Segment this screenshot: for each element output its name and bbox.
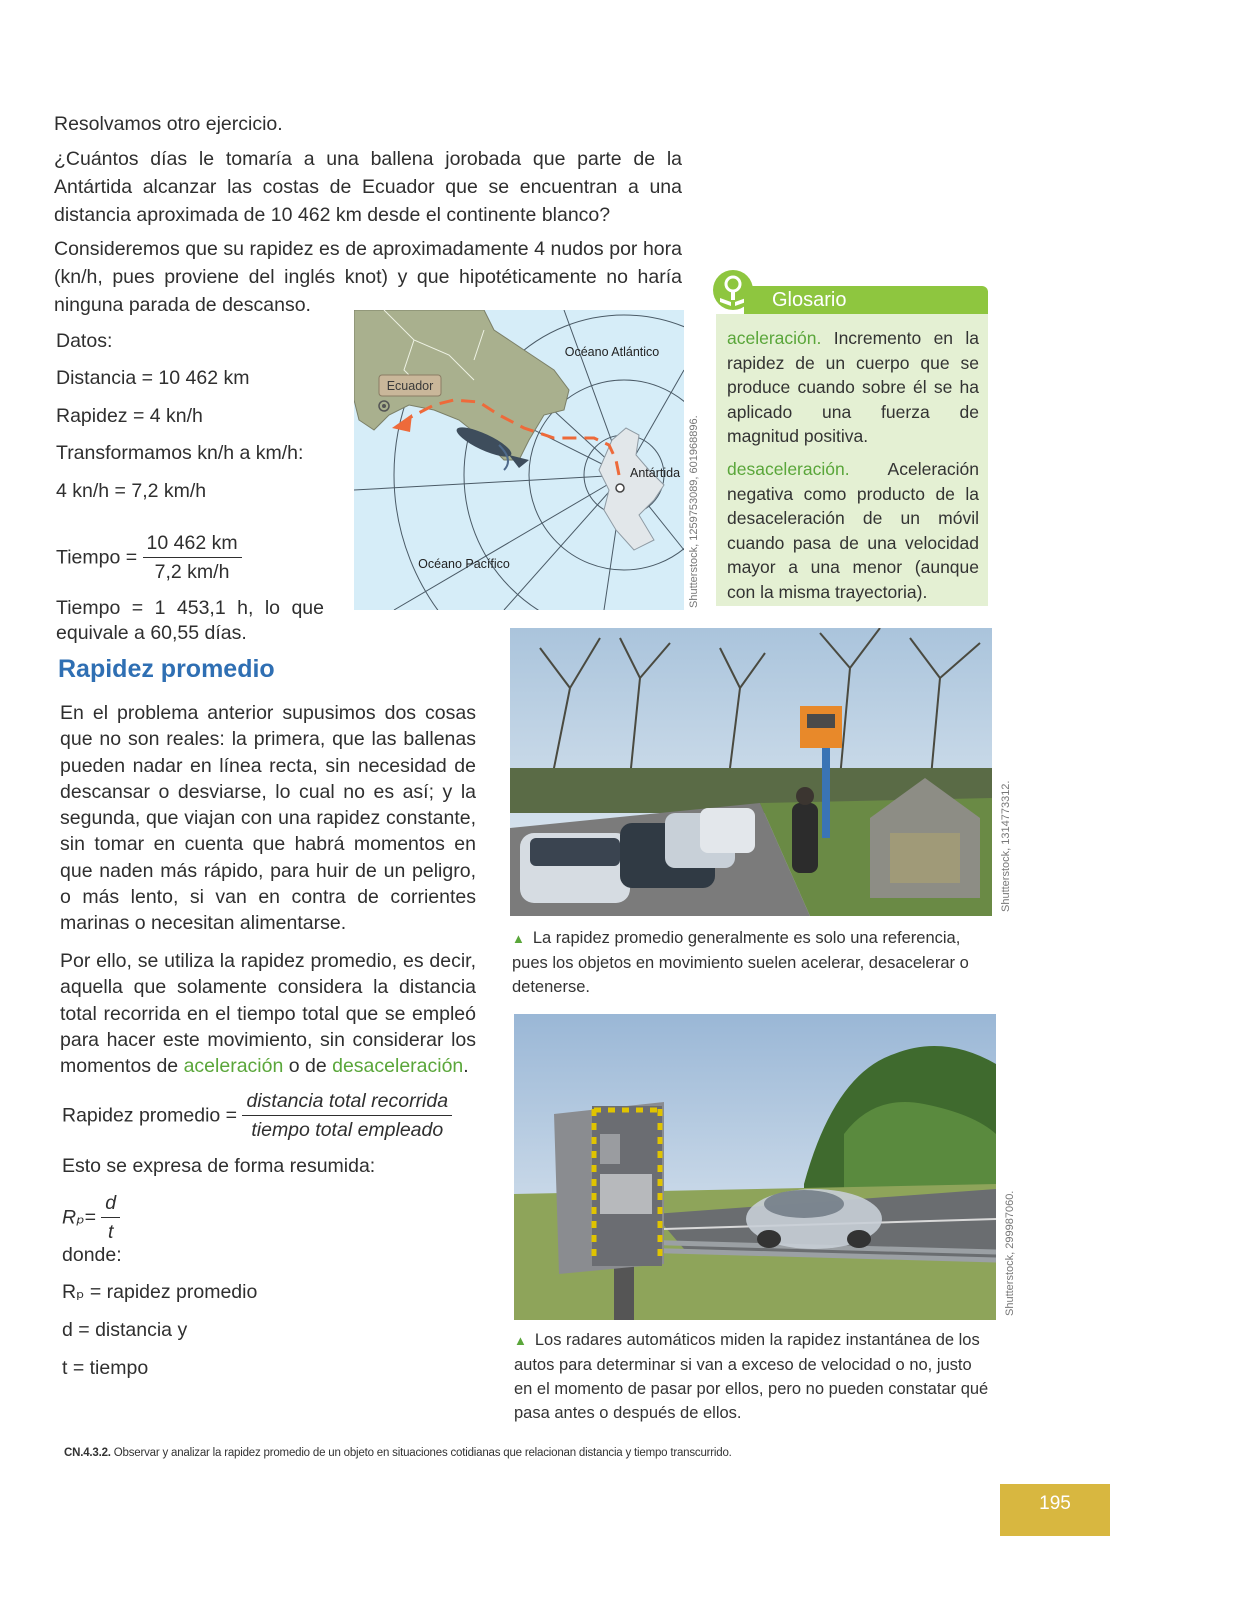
glossary-header bbox=[744, 286, 988, 314]
result-line-2: equivale a 60,55 días. bbox=[56, 622, 247, 644]
label-atlantic: Océano Atlántico bbox=[564, 345, 660, 359]
link-aceleracion[interactable]: aceleración bbox=[183, 1055, 284, 1078]
datos-transform: Transformamos kn/h a km/h: bbox=[56, 442, 304, 464]
para2-end: . bbox=[463, 1055, 469, 1078]
photo2-caption-text: Los radares automáticos miden la rapidez instantánea de los autos para determinar si van a exceso de velocidad o no, justo en el momento de pasar por ellos, pero no pueden constatar qué pasa antes o después de ellos. bbox=[514, 1331, 989, 1422]
datos-distance: Distancia = 10 462 km bbox=[56, 367, 250, 389]
question-paragraph: ¿Cuántos días le tomaría a una ballena jorobada que parte de la Antártida alcanzar las costas de Ecuador que se encuentran a una distancia aproximada de 10 462 km desde el continente blanco? bbox=[54, 148, 682, 226]
glossary-title: Glosario bbox=[772, 289, 847, 311]
definition-d: d = distancia y bbox=[62, 1319, 188, 1341]
glossary-term-desaceleracion: desaceleración. bbox=[727, 459, 850, 479]
datos-heading: Datos: bbox=[56, 330, 113, 352]
time-numerator: 10 462 km bbox=[143, 530, 242, 558]
formula-label: Rapidez promedio = bbox=[62, 1104, 238, 1127]
formula-numerator: distancia total recorrida bbox=[242, 1088, 452, 1116]
traffic-photo bbox=[510, 628, 992, 916]
summary-text: Esto se expresa de forma resumida: bbox=[62, 1155, 376, 1177]
glossary-entry-aceleracion bbox=[727, 326, 979, 449]
para2-start: Por ello, se utiliza la rapidez promedio, es decir, aquella que solamente considera la distancia total recorrida en el tiempo total que se empleó para hacer este movimiento, sin considerar los momentos de bbox=[60, 950, 476, 1078]
intro-line: Resolvamos otro ejercicio. bbox=[54, 113, 283, 135]
photo1-caption bbox=[512, 926, 982, 999]
curriculum-footer bbox=[64, 1447, 764, 1459]
curriculum-text: Observar y analizar la rapidez promedio de un objeto en situaciones cotidianas que relacionan distancia y tiempo transcurrido. bbox=[113, 1447, 732, 1459]
datos-conversion: 4 kn/h = 7,2 km/h bbox=[56, 480, 207, 502]
time-formula bbox=[56, 530, 242, 585]
glossary-entry-desaceleracion bbox=[727, 457, 979, 604]
definition-rp: Rₚ = rapidez promedio bbox=[62, 1281, 258, 1303]
link-desaceleracion[interactable]: desaceleración bbox=[332, 1055, 464, 1078]
photo1-credit: Shutterstock, 1314773312. bbox=[1000, 780, 1012, 912]
label-antarctica: Antártida bbox=[630, 466, 681, 480]
section-title: Rapidez promedio bbox=[58, 655, 275, 683]
average-speed-formula bbox=[62, 1088, 452, 1143]
radar-photo-graphic bbox=[514, 1014, 996, 1320]
map-graphic bbox=[354, 310, 684, 610]
donde-label: donde: bbox=[62, 1244, 122, 1266]
curriculum-code: CN.4.3.2. bbox=[64, 1447, 111, 1459]
photo1-caption-text: La rapidez promedio generalmente es solo una referencia, pues los objetos en movimiento suelen acelerar, desacelerar o detenerse. bbox=[512, 929, 969, 996]
radar-photo bbox=[514, 1014, 996, 1320]
caption-triangle-icon: ▲ bbox=[514, 1333, 527, 1348]
photo2-caption bbox=[514, 1328, 992, 1425]
label-pacific: Océano Pacífico bbox=[418, 557, 510, 571]
glossary-def-desaceleracion: Aceleración negativa como producto de la desaceleración de un móvil cuando pasa de una velocidad mayor a una menor (aunque con la misma trayectoria). bbox=[727, 459, 979, 602]
short-fraction bbox=[101, 1190, 120, 1245]
short-formula bbox=[62, 1190, 120, 1245]
caption-triangle-icon: ▲ bbox=[512, 931, 525, 946]
glossary-box bbox=[716, 314, 988, 606]
section-paragraph-2 bbox=[60, 948, 476, 1079]
time-label: Tiempo = bbox=[56, 546, 138, 569]
traffic-photo-graphic bbox=[510, 628, 992, 916]
datos-speed: Rapidez = 4 kn/h bbox=[56, 405, 203, 427]
formula-denominator: tiempo total empleado bbox=[251, 1119, 444, 1141]
map-credit: Shutterstock, 1259753089, 601968896. bbox=[688, 415, 700, 608]
time-denominator: 7,2 km/h bbox=[154, 561, 230, 583]
short-denominator: t bbox=[107, 1221, 114, 1243]
glossary-term-aceleracion: aceleración. bbox=[727, 328, 822, 348]
page-number: 195 bbox=[1000, 1484, 1110, 1536]
photo2-credit: Shutterstock, 299987060. bbox=[1004, 1190, 1016, 1316]
time-fraction bbox=[143, 530, 242, 585]
short-numerator: d bbox=[101, 1190, 120, 1218]
section-paragraph-1: En el problema anterior supusimos dos cosas que no son reales: la primera, que las ballenas pueden nadar en línea recta, sin necesidad de descansar o desviarse, lo cual no es así; y la segunda, que viajan con una rapidez constante, sin tomar en cuenta que habrá momentos en que naden más rápido, para huir de un peligro, o más lento, si van en contra de corrientes marinas o necesitan alimentarse. bbox=[60, 702, 476, 935]
result-line-1: Tiempo = 1 453,1 h, lo que bbox=[56, 597, 324, 619]
definition-t: t = tiempo bbox=[62, 1357, 149, 1379]
short-formula-lhs: Rₚ= bbox=[62, 1206, 96, 1229]
formula-fraction bbox=[242, 1088, 452, 1143]
consider-paragraph: Consideremos que su rapidez es de aproximadamente 4 nudos por hora (kn/h, pues proviene del inglés knot) y que hipotéticamente no haría ninguna parada de descanso. bbox=[54, 238, 682, 316]
whale-route-map bbox=[354, 310, 684, 610]
para2-mid: o de bbox=[288, 1055, 327, 1078]
label-ecuador: Ecuador bbox=[386, 379, 434, 393]
glossary-def-aceleracion: Incremento en la rapidez de un cuerpo que se produce cuando sobre él se ha aplicado una fuerza de magnitud positiva. bbox=[727, 328, 979, 446]
